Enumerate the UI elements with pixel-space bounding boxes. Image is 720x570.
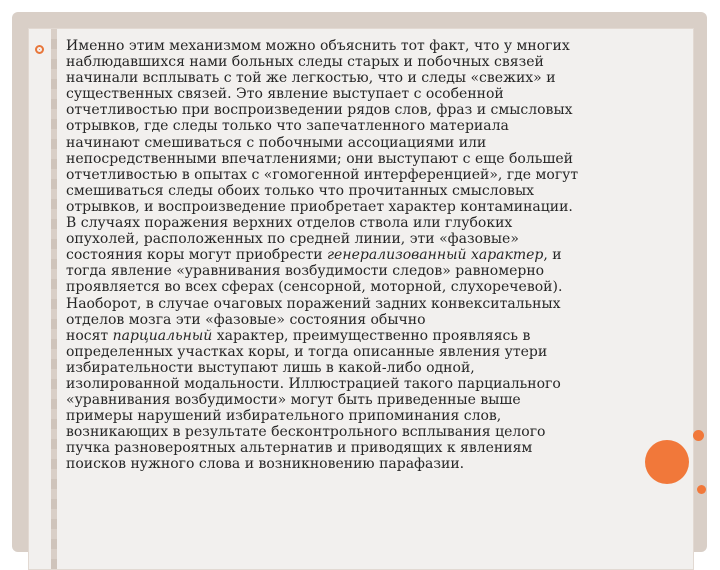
body-text-part-1: Именно этим механизмом можно объяснить тот факт, что у многих наблюдавшихся нами больных следы старых и побочных связей начинали всплывать с той же легкостью, что и следы «свежих» и существенных связей. Это явление выступает с особенной отчетливостью при воспроизведении рядов слов, фраз и смысловых отрывков, где следы только что запечатленного материала начинают смешиваться с побочными ассоциациями или непосредственными впечатлениями; они выступают с еще большей отчетливостью в опытах с «гомогенной интерференцией», где могут смешиваться следы обоих только что прочитанных смысловых отрывков, и воспроизведение приобретает характер контаминации. В случаях поражения верхних отделов ствола или глубоких опухолей, расположенных по средней линии, эти «фазовые» состояния коры могут приобрести <box>66 38 579 264</box>
decorative-dot-small <box>693 430 704 441</box>
decorative-dot-small <box>697 485 706 494</box>
body-text-part-3: характер, преимущественно проявляясь в определенных участках коры, и тогда описанные явления утери избирательности выступают лишь в какой-либо одной, изолированной модальности. Иллюстрацией такого парциального «уравнивания возбудимости» могут быть приведенные выше примеры нарушений избирательного припоминания слов, возникающих в результате бесконтрольного всплывания целого пучка разновероятных альтернатив и приводящих к явлениям поисков нужного слова и возникновению парафазии. <box>66 327 561 473</box>
circle-bullet-icon <box>35 45 44 54</box>
decorative-side-strip <box>51 29 57 569</box>
italic-term-partial: парциальный <box>112 327 213 344</box>
body-text-part-2: , и тогда явление «уравнивания возбудимости следов» равномерно проявляется во всех сферах (сенсорной, моторной, слухоречевой). Наоборот, в случае очаговых поражений задних конвекситальных отделов мозга эти «фазовые» состояния обычно носят <box>66 247 563 344</box>
slide-body-text <box>66 38 626 473</box>
decorative-dot-large <box>645 440 689 484</box>
italic-term-generalized: генерализованный характер <box>326 247 544 264</box>
